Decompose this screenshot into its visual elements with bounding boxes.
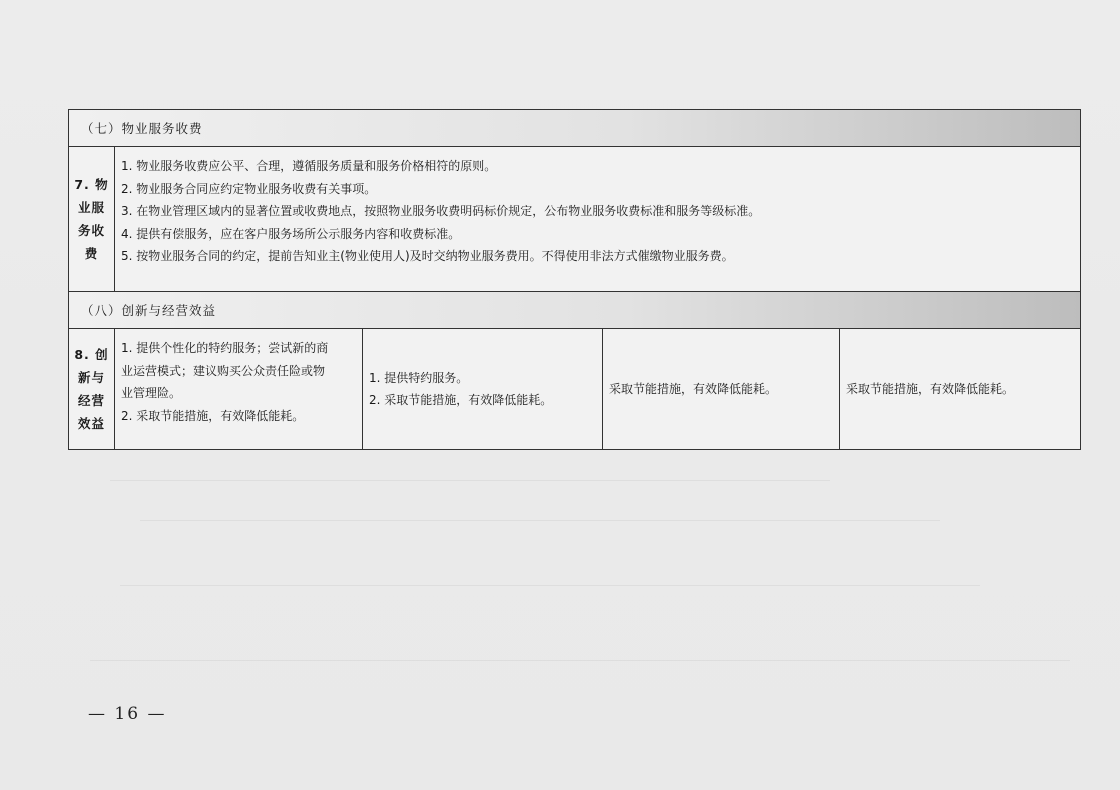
category-cell-innovation	[69, 329, 115, 449]
list-item: 2. 采取节能措施，有效降低能耗。	[121, 408, 305, 423]
page-number: — 16 —	[88, 704, 167, 724]
list-item: 1. 提供个性化的特约服务；尝试新的商	[121, 341, 329, 355]
list-item: 4. 提供有偿服务，应在客户服务场所公示服务内容和收费标准。	[121, 226, 461, 241]
innovation-level-2-cell	[363, 329, 603, 449]
list-item: 2. 物业服务合同应约定物业服务收费有关事项。	[121, 181, 377, 196]
category-label-property-fees: 7. 物 业服 务收 费	[74, 177, 109, 261]
category-cell-property-fees	[69, 147, 115, 291]
category-label-innovation: 8. 创 新与 经营 效益	[74, 347, 109, 431]
list-item: 2. 采取节能措施，有效降低能耗。	[369, 393, 553, 407]
section-7-title: （七）物业服务收费	[81, 121, 203, 136]
innovation-level-3-cell	[603, 329, 840, 449]
innovation-level-4-cell	[840, 329, 1080, 449]
innovation-level-1-cell	[115, 329, 363, 449]
scan-artifact	[110, 480, 830, 481]
standards-table	[68, 109, 1081, 450]
section-header-8	[69, 292, 1080, 329]
content-cell-property-fees	[115, 147, 1080, 291]
list-item: 业管理险。	[121, 386, 182, 400]
list-item: 1. 提供特约服务。	[369, 370, 469, 385]
list-item: 5. 按物业服务合同的约定，提前告知业主(物业使用人)及时交纳物业服务费用。不得使用非法方式催缴物业服务费。	[121, 249, 734, 263]
section-header-7	[69, 110, 1080, 147]
cell-text: 采取节能措施，有效降低能耗。	[846, 381, 1015, 396]
cell-text: 采取节能措施，有效降低能耗。	[609, 381, 778, 396]
list-item: 业运营模式；建议购买公众责任险或物	[121, 363, 326, 378]
scan-artifact	[90, 660, 1070, 661]
list-item: 1. 物业服务收费应公平、合理，遵循服务质量和服务价格相符的原则。	[121, 159, 497, 173]
scan-artifact	[120, 585, 980, 586]
list-item: 3. 在物业管理区域内的显著位置或收费地点，按照物业服务收费明码标价规定，公布物业服务收费标准和服务等级标准。	[121, 204, 761, 218]
table-row-property-fees	[69, 147, 1080, 292]
section-8-title: （八）创新与经营效益	[81, 303, 217, 318]
table-row-innovation	[69, 329, 1080, 449]
scan-artifact	[140, 520, 940, 521]
